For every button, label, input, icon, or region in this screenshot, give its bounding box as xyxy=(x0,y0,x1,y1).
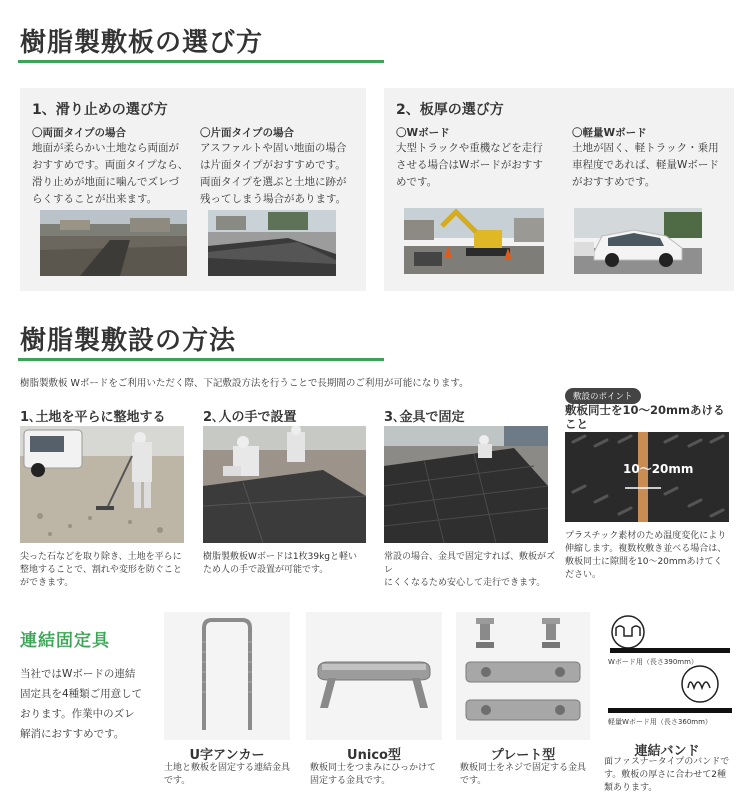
subheading-double-sided: 〇両面タイプの場合 xyxy=(32,127,126,139)
panel-thickness xyxy=(384,88,734,291)
band-label-w: Wボード用（長さ390mm） xyxy=(608,658,698,666)
section-title-installation: 樹脂製敷設の方法 xyxy=(20,326,237,356)
panel-heading: 1、滑り止めの選び方 xyxy=(32,102,168,118)
part-desc-unico: 敷板同士をつまみにひっかけて 固定する金具です。 xyxy=(310,763,437,786)
step-heading: 2､人の手で設置 xyxy=(203,410,297,425)
photo-car xyxy=(574,208,702,274)
section-title-selection: 樹脂製敷板の選び方 xyxy=(20,28,264,58)
part-name-u-anchor: U字アンカー xyxy=(189,748,265,763)
part-image-unico xyxy=(306,612,442,740)
gap-label: 10～20mm xyxy=(623,462,694,476)
photo-board-gap xyxy=(565,432,729,522)
step-text: 常設の場合、金具で固定すれば、敷板がズレ にくくなるため安心して走行できます。 xyxy=(384,552,556,588)
step-text: 樹脂製敷板Wボードは1枚39kgと軽い ため人の手で設置が可能です。 xyxy=(203,552,358,575)
subheading-light-w-board: 〇軽量Wボード xyxy=(572,127,647,139)
subheading-single-sided: 〇片面タイプの場合 xyxy=(200,127,294,139)
part-desc-band: 面ファスナータイプのバンドで す。敷板の厚さに合わせて2種 類あります。 xyxy=(604,757,730,793)
photo-manual-setup xyxy=(203,426,366,543)
section-underline xyxy=(18,358,384,361)
part-image-u-anchor xyxy=(164,612,290,740)
photo-excavator xyxy=(404,208,544,274)
part-image-plate xyxy=(456,612,590,740)
section-title-connectors: 連結固定具 xyxy=(20,631,110,651)
subheading-w-board: 〇Wボード xyxy=(396,127,450,139)
text-w-board: 大型トラックや重機などを走行 させる場合はWボードがおすす めです。 xyxy=(396,142,543,188)
point-text: プラスチック素材のため温度変化により 伸縮します。複数枚敷き並べる場合は、 敷板同士に隙間を10～20mmあけてく ださい。 xyxy=(565,531,727,580)
part-name-plate: プレート型 xyxy=(490,748,556,763)
point-badge: 敷設のポイント xyxy=(565,388,641,404)
part-image-band xyxy=(600,612,734,740)
photo-soft-ground xyxy=(40,210,187,276)
part-name-band: 連結バンド xyxy=(634,744,700,759)
text-double-sided: 地面が柔らかい土地なら両面が おすすめです。両面タイプなら、 滑り止めが地面に噛んでズレづ らくすることが出来ます。 xyxy=(32,142,189,205)
part-desc-u-anchor: 土地と敷板を固定する連結金具 です。 xyxy=(164,763,291,786)
photo-fixed-boards xyxy=(384,426,548,543)
part-name-unico: Unico型 xyxy=(347,748,401,763)
photo-asphalt xyxy=(208,210,336,276)
text-single-sided: アスファルトや固い地面の場合 は片面タイプがおすすめです。 両面タイプを選ぶと土地に跡が 残ってしまう場合があります。 xyxy=(200,142,347,205)
installation-intro: 樹脂製敷板 Wボードをご利用いただく際、下記敷設方法を行うことで長期間のご利用が可能になります。 xyxy=(20,378,469,389)
panel-heading: 2、板厚の選び方 xyxy=(396,102,504,118)
photo-leveling xyxy=(20,426,184,543)
part-desc-plate: 敷板同士をネジで固定する金具 です。 xyxy=(460,763,587,786)
band-label-light: 軽量Wボード用（長さ360mm） xyxy=(608,718,712,726)
step-heading: 3､金具で固定 xyxy=(384,410,465,425)
step-text: 尖った石などを取り除き、土地を平らに 整地することで、割れや変形を防ぐこと ができます。 xyxy=(20,552,182,588)
point-heading: 敷板同士を10～20mmあける こと xyxy=(565,403,725,431)
step-heading: 1､土地を平らに整地する xyxy=(20,410,166,425)
text-light-w-board: 土地が固く、軽トラック・乗用 車程度であれば、軽量Wボード がおすすめです。 xyxy=(572,142,719,188)
connectors-intro: 当社ではWボードの連結 固定具を4種類ご用意して おります。作業中のズレ 解消におすすめです。 xyxy=(20,668,143,740)
section-underline xyxy=(18,60,384,63)
panel-slip-resistance xyxy=(20,88,366,291)
